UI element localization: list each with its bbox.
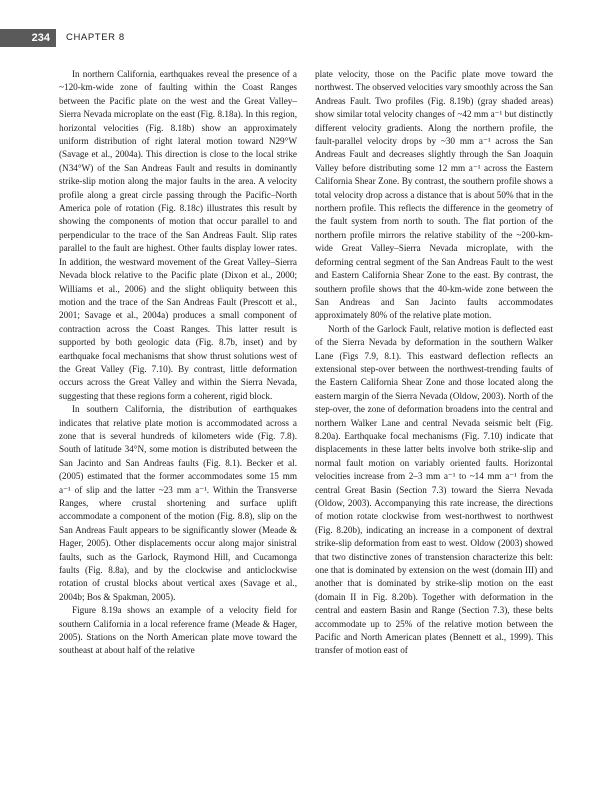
left-column [59,68,297,658]
page-header [0,29,615,47]
page-number: 234 [0,29,56,47]
paragraph: In northern California, earthquakes reveal the presence of a ~120-km-wide zone of faulting within the Coast Ranges between the Pacific plate on the west and the Great Valley–Sierra Nevada microplate on the east (Fig. 8.18a). In this region, horizontal velocities (Fig. 8.18b) show an approximately uniform distribution of right lateral motion toward N29°W (Savage et al., 2004a). This direction is close to the local strike (N34°W) of the San Andreas Fault and results in dominantly strike-slip motion along the major faults in the area. A velocity profile along a great circle passing through the Pacific–North America pole of rotation (Fig. 8.18c) illustrates this result by showing the components of motion that occur parallel to and perpendicular to the trace of the San Andreas Fault. Slip rates parallel to the fault are highest. Other faults display lower rates. In addition, the westward movement of the Great Valley–Sierra Nevada block relative to the Pacific plate (Dixon et al., 2000; Williams et al., 2006) and the slight obliquity between this motion and the trace of the San Andreas Fault (Prescott et al., 2001; Savage et al., 2004a) produces a small component of contraction across the Coast Ranges. This latter result is supported by both geologic data (Fig. 8.7b, inset) and by earthquake focal mechanisms that show thrust solutions west of the Great Valley (Fig. 7.10). By contrast, little deformation occurs across the Great Valley and within the Sierra Nevada, suggesting that these regions form a coherent, rigid block. [59,69,297,401]
right-column [315,68,553,658]
paragraph: In southern California, the distribution of earthquakes indicates that relative plate motion is accommodated across a zone that is several hundreds of kilometers wide (Fig. 7.8). South of latitude 34°N, some motion is distributed between the San Jacinto and San Andreas faults (Fig. 8.1). Becker et al. (2005) estimated that the former accommodates some 15 mm a⁻¹ of slip and the latter ~23 mm a⁻¹. Within the Transverse Ranges, where crustal shortening and surface uplift accommodate a component of the motion (Fig. 8.8), slip on the San Andreas Fault appears to be significantly slower (Meade & Hager, 2005). Other displacements occur along major sinistral faults, such as the Garlock, Raymond Hill, and Cucamonga faults (Fig. 8.8a), and by the clockwise and anticlockwise rotation of crustal blocks about vertical axes (Savage et al., 2004b; Bos & Spakman, 2005). [59,404,297,602]
paragraph: Figure 8.19a shows an example of a velocity field for southern California in a local reference frame (Meade & Hager, 2005). Stations on the North American plate move toward the southeast at about half of the relative [59,605,297,656]
paragraph: plate velocity, those on the Pacific plate move toward the northwest. The observed velocities vary smoothly across the San Andreas Fault. Two profiles (Fig. 8.19b) (gray shaded areas) show similar total velocity changes of ~42 mm a⁻¹ but distinctly different velocity gradients. Along the northern profile, the fault-parallel velocity drops by ~30 mm a⁻¹ across the San Andreas Fault and decreases slightly through the San Joaquin Valley before distributing some 12 mm a⁻¹ across the Eastern California Shear Zone. By contrast, the southern profile shows a total velocity drop across a distance that is about 50% that in the northern profile. This reflects the difference in the geometry of the fault system from north to south. The flat portion of the northern profile mirrors the relative stability of the ~200-km-wide Great Valley–Sierra Nevada microplate, with the deforming central segment of the San Andreas Fault to the west and Eastern California Shear Zone to the east. By contrast, the southern profile shows that the 40-km-wide zone between the San Andreas and San Jacinto faults accommodates approximately 80% of the relative plate motion. [315,69,553,321]
chapter-title: CHAPTER 8 [66,32,125,43]
paragraph: North of the Garlock Fault, relative motion is deflected east of the Sierra Nevada by deformation in the southern Walker Lane (Figs 7.9, 8.1). This eastward deflection reflects an extensional step-over between the northwest-trending faults of the Eastern California Shear Zone and those located along the eastern margin of the Sierra Nevada (Oldow, 2003). North of the step-over, the zone of deformation broadens into the central and northern Walker Lane and central Nevada seismic belt (Fig. 8.20a). Earthquake focal mechanisms (Fig. 7.10) indicate that displacements in these latter belts involve both strike-slip and normal fault motion on variably oriented faults. Horizontal velocities increase from 2–3 mm a⁻¹ to ~14 mm a⁻¹ from the central Great Basin (Section 7.3) toward the Sierra Nevada (Oldow, 2003). Accompanying this rate increase, the directions of motion rotate clockwise from west-northwest to northwest (Fig. 8.20b), indicating an increase in a component of dextral strike-slip deformation from east to west. Oldow (2003) showed that two distinctive zones of transtension characterize this belt: one that is dominated by extension on the west (domain III) and another that is dominated by strike-slip motion on the east (domain II in Fig. 8.20b). Together with deformation in the central and eastern Basin and Range (Section 7.3), these belts accommodate up to 25% of the relative motion between the Pacific and North American plates (Bennett et al., 1999). This transfer of motion east of [315,323,553,656]
